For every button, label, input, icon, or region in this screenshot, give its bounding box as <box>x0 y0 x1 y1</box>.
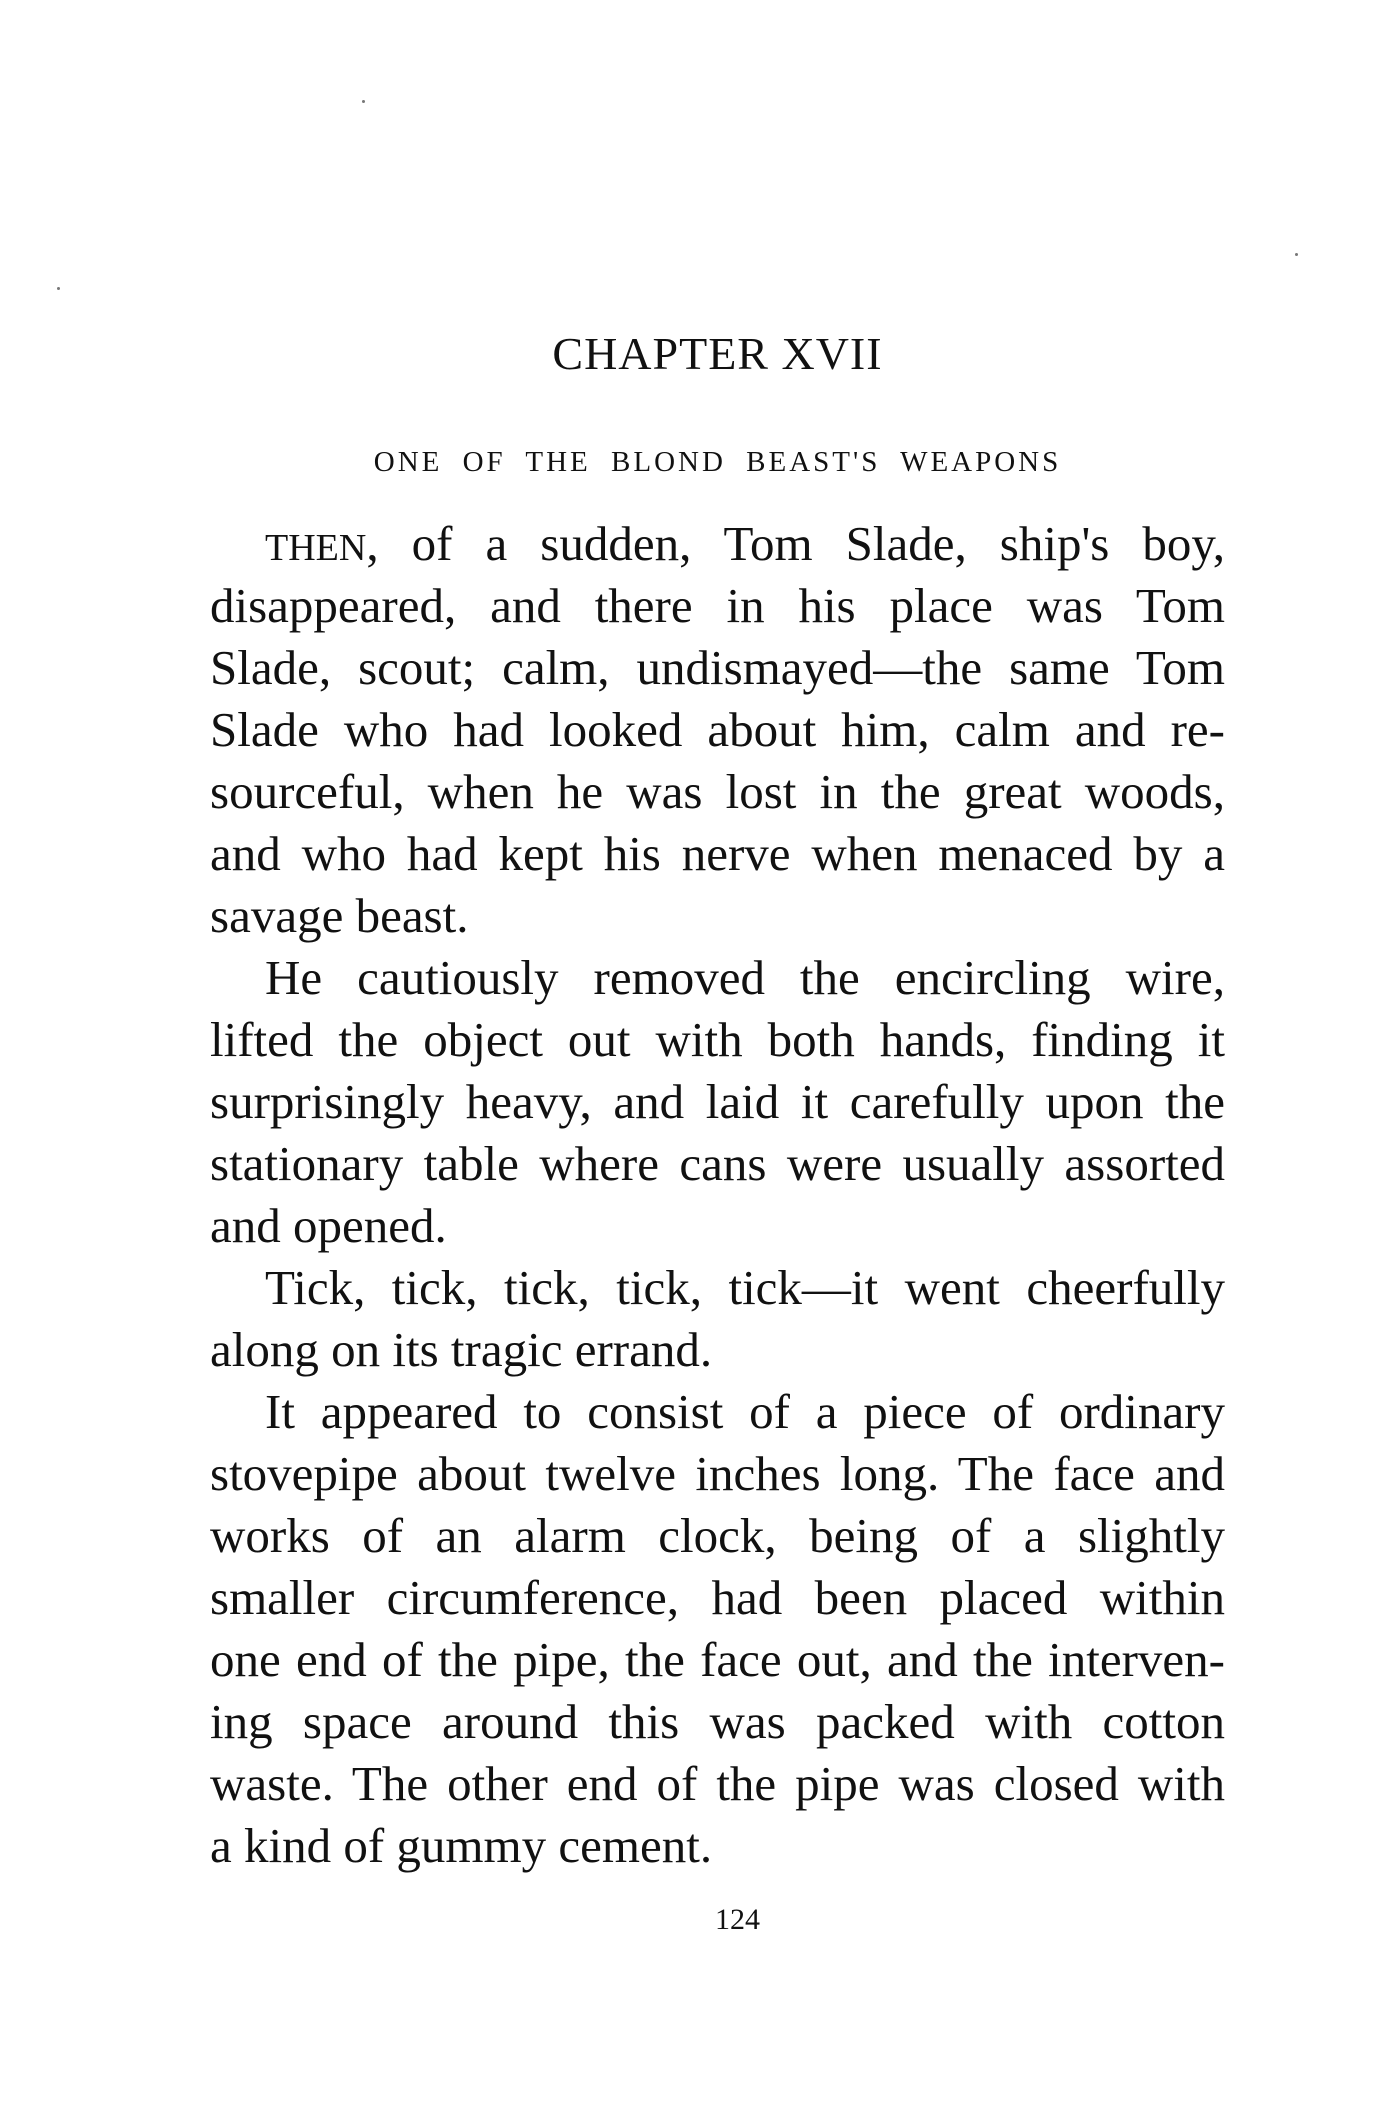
text-line: It appeared to consist of a piece of ordinary <box>265 1384 1225 1439</box>
text-line: stationary table where cans were usually assorted <box>210 1136 1225 1191</box>
text-line: Slade who had looked about him, calm and re- <box>210 702 1225 757</box>
text-line: surprisingly heavy, and laid it carefully upon the <box>210 1074 1225 1129</box>
paragraph <box>210 513 1225 947</box>
text-line: He cautiously removed the encircling wire, <box>265 950 1225 1005</box>
text-line: along on its tragic errand. <box>210 1322 713 1377</box>
text-line: ing space around this was packed with cotton <box>210 1694 1225 1749</box>
text-line: Tick, tick, tick, tick, tick—it went cheerfully <box>265 1260 1225 1315</box>
text-line: disappeared, and there in his place was Tom <box>210 578 1225 633</box>
text-line: waste. The other end of the pipe was closed with <box>210 1756 1225 1811</box>
text-line: lifted the object out with both hands, finding it <box>210 1012 1225 1067</box>
scan-speck <box>57 287 60 290</box>
text-line: a kind of gummy cement. <box>210 1818 713 1873</box>
text-line: one end of the pipe, the face out, and the interven- <box>210 1632 1225 1687</box>
body-text <box>210 513 1225 1877</box>
text-line: stovepipe about twelve inches long. The face and <box>210 1446 1225 1501</box>
scan-speck <box>362 100 365 103</box>
chapter-heading: CHAPTER XVII <box>552 328 883 379</box>
text-line: and who had kept his nerve when menaced by a <box>210 826 1225 881</box>
text-line: Slade, scout; calm, undismayed—the same Tom <box>210 640 1225 695</box>
text-line <box>210 513 1225 575</box>
lead-smallcaps: THEN <box>265 527 367 569</box>
text-line: sourceful, when he was lost in the great woods, <box>210 764 1225 819</box>
text-line: smaller circumference, had been placed within <box>210 1570 1225 1625</box>
chapter-title: ONE OF THE BLOND BEAST'S WEAPONS <box>373 446 1062 478</box>
paragraph <box>210 1381 1225 1877</box>
page-number: 124 <box>715 1903 760 1936</box>
text-line: and opened. <box>210 1198 447 1253</box>
paragraph <box>210 947 1225 1257</box>
line-text: , of a sudden, Tom Slade, ship's boy, <box>366 516 1225 571</box>
paragraph <box>210 1257 1225 1381</box>
text-line: savage beast. <box>210 888 469 943</box>
text-line: works of an alarm clock, being of a slightly <box>210 1508 1225 1563</box>
scan-speck <box>1295 253 1298 256</box>
